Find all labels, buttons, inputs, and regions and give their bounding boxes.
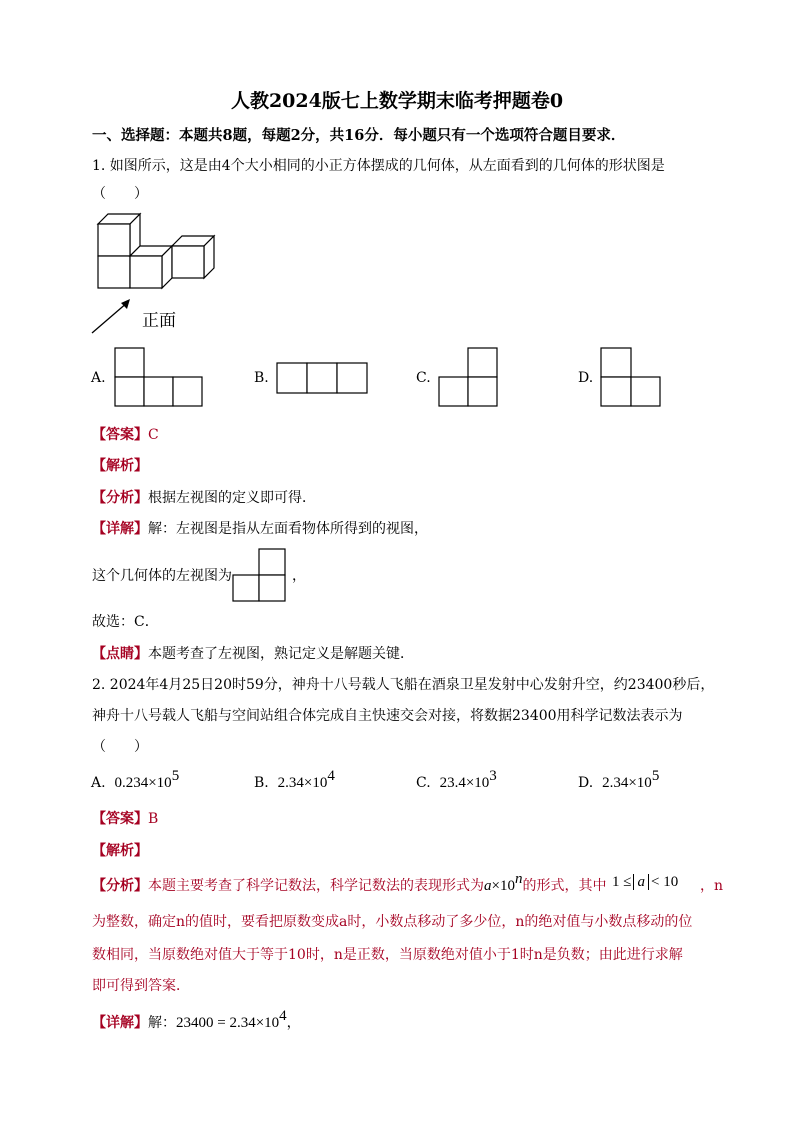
q2-option-b[interactable]: [254, 768, 335, 793]
q1-conclusion: 故选：C．: [92, 614, 159, 630]
q2-option-a-label: A.: [91, 775, 106, 791]
q2-fenxi-formula-a: a: [484, 878, 492, 894]
q2-answer: [92, 809, 158, 829]
q2-stem-line1: 2. 2024年4月25日20时59分，神舟十八号载人飞船在酒泉卫星发射中心发射升空，约23400秒后，: [92, 677, 715, 693]
q1-option-b-figure: [276, 362, 368, 394]
q2-ineq-abs: a: [633, 874, 649, 890]
q2-detail-exp: 4: [279, 1008, 287, 1024]
q2-option-c-exp: 3: [489, 768, 497, 784]
q2-fenxi-line2: 为整数，确定n的值时，要看把原数变成a时，小数点移动了多少位，n的绝对值与小数点移动的位: [92, 914, 693, 930]
q2-fenxi-line4: 即可得到答案．: [92, 978, 190, 994]
page-title: 人教2024版七上数学期末临考押题卷0: [230, 90, 564, 112]
q2-option-d[interactable]: [578, 768, 660, 793]
q2-detail-formula: 23400 = 2.34×10: [176, 1015, 280, 1031]
q1-comment-tag: 【点睛】: [92, 646, 148, 662]
q1-answer: [92, 425, 159, 445]
q2-inequality: [612, 874, 678, 891]
q2-option-d-label: D.: [578, 775, 594, 791]
q2-detail: [92, 1008, 301, 1033]
q2-option-d-mantissa: 2.34×10: [602, 775, 652, 791]
q1-left-view-figure: [232, 548, 288, 602]
q1-option-c-label[interactable]: C.: [416, 370, 431, 386]
q2-fenxi-line1-c: ，n: [700, 878, 724, 894]
q2-option-a-mantissa: 0.234×10: [114, 775, 172, 791]
q2-fenxi-tag: 【分析】: [92, 878, 148, 894]
q1-analysis-tag: 【解析】: [92, 458, 148, 474]
q2-option-b-mantissa: 2.34×10: [277, 775, 328, 791]
q1-detail-text: 解：左视图是指从左面看物体所得到的视图，: [148, 521, 428, 537]
section-heading: 一、选择题：本题共8题，每题2分，共16分．每小题只有一个选项符合题目要求．: [92, 127, 626, 144]
q1-front-arrow: [90, 296, 134, 336]
q1-fenxi: [92, 488, 316, 508]
q1-answer-tag: 【答案】: [92, 427, 148, 443]
q1-detail-line2-pre: 这个几何体的左视图为: [92, 568, 232, 584]
q2-option-b-exp: 4: [327, 768, 335, 784]
q1-option-a-label[interactable]: A.: [91, 370, 106, 386]
q2-option-a[interactable]: [91, 768, 180, 793]
q2-ineq-left: 1 ≤: [612, 874, 632, 890]
q2-fenxi-line1-b: 的形式，其中: [522, 878, 607, 894]
q1-answer-value: C: [148, 427, 159, 443]
q2-option-c-mantissa: 23.4×10: [439, 775, 490, 791]
q2-fenxi-formula-n: n: [514, 871, 523, 887]
q2-blank: （ ）: [92, 739, 148, 755]
q2-answer-value: B: [148, 811, 159, 827]
q1-option-a-figure: [114, 347, 204, 407]
q2-option-a-exp: 5: [171, 768, 180, 784]
q2-fenxi-formula-times: ×10: [491, 878, 515, 894]
q1-option-d-figure: [600, 347, 662, 407]
q1-option-b-label[interactable]: B.: [254, 370, 269, 386]
q1-fenxi-tag: 【分析】: [92, 490, 148, 506]
q1-front-label: 正面: [142, 311, 176, 331]
q2-detail-post: ，: [286, 1015, 301, 1031]
q2-stem-line2: 神舟十八号载人飞船与空间站组合体完成自主快速交会对接，将数据23400用科学记数法表示为: [92, 708, 683, 724]
q2-analysis-tag: 【解析】: [92, 843, 148, 859]
q2-option-d-exp: 5: [651, 768, 660, 784]
q1-option-c-figure: [438, 347, 498, 407]
q2-answer-tag: 【答案】: [92, 811, 148, 827]
q1-detail: [92, 519, 428, 539]
q1-cube-figure: [96, 212, 221, 282]
q2-detail-tag: 【详解】: [92, 1015, 148, 1031]
q2-detail-pre: 解：: [148, 1015, 176, 1031]
q2-fenxi-line1: [92, 871, 607, 896]
q1-blank: （ ）: [92, 186, 148, 202]
q2-fenxi-line3: 数相同，当原数绝对值大于等于10时，n是正数，当原数绝对值小于1时n是负数；由此进行求解: [92, 947, 683, 963]
q2-option-c[interactable]: [416, 768, 497, 793]
q2-option-c-label: C.: [416, 775, 431, 791]
q1-option-d-label[interactable]: D.: [578, 370, 594, 386]
q1-stem: 1. 如图所示，这是由4个大小相同的小正方体摆成的几何体，从左面看到的几何体的形状图是: [92, 158, 665, 174]
q1-comment: [92, 644, 414, 664]
q2-option-b-label: B.: [254, 775, 269, 791]
q1-detail-tag: 【详解】: [92, 521, 148, 537]
q1-fenxi-text: 根据左视图的定义即可得．: [148, 490, 316, 506]
q2-fenxi-line1-a: 本题主要考查了科学记数法，科学记数法的表现形式为: [148, 878, 484, 894]
q1-detail-line2-post: ，: [292, 568, 306, 584]
q1-comment-text: 本题考查了左视图，熟记定义是解题关键．: [148, 646, 414, 662]
q2-ineq-right: < 10: [650, 874, 679, 890]
